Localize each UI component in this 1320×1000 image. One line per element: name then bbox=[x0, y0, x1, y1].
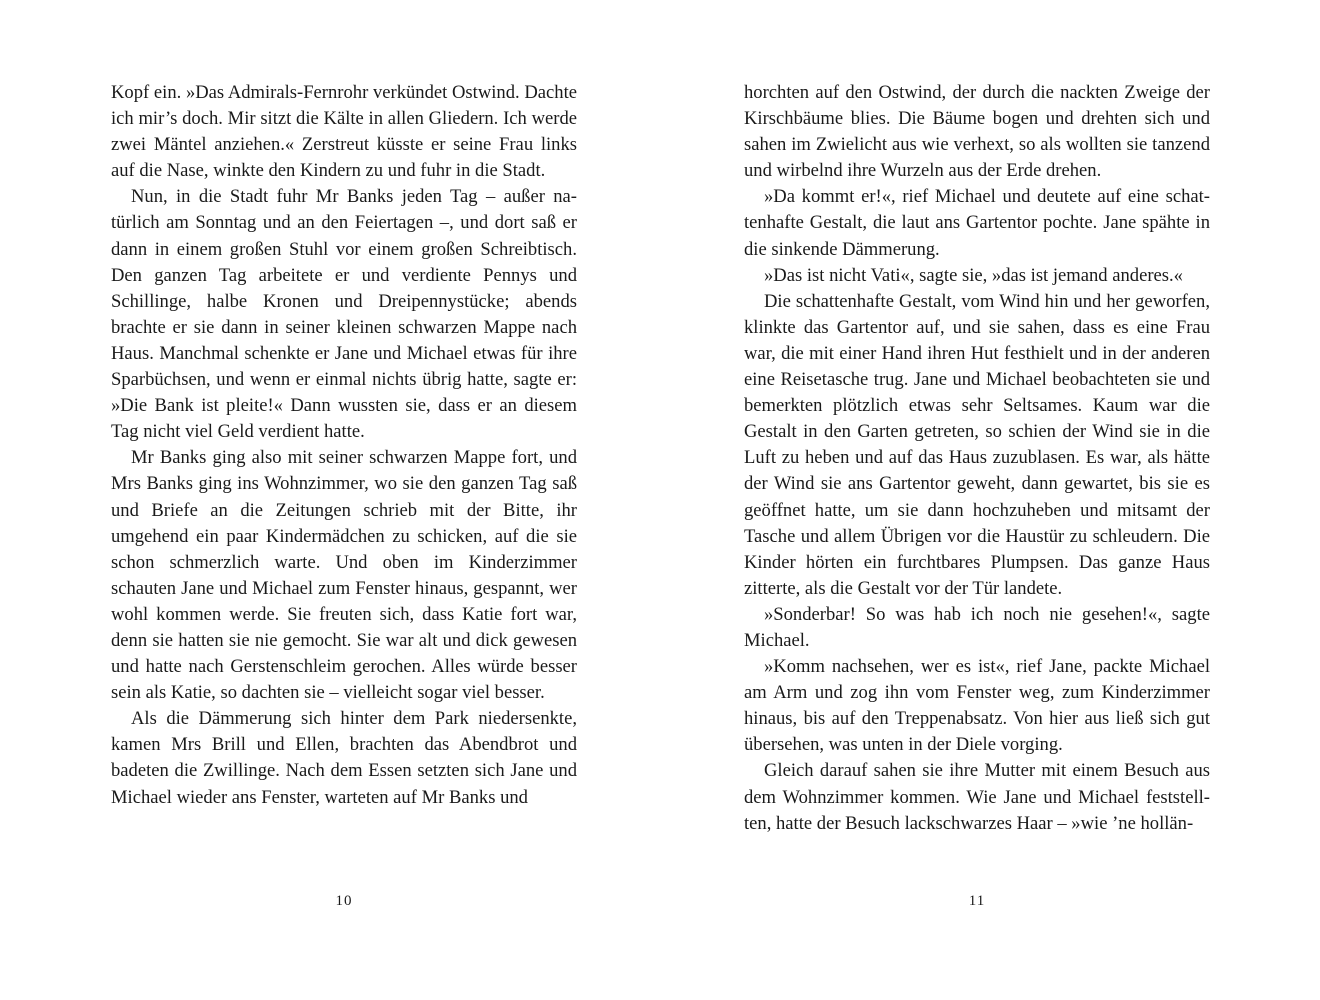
right-page bbox=[744, 80, 1210, 837]
paragraph: »Das ist nicht Vati«, sagte sie, »das ist jemand anderes.« bbox=[764, 264, 1183, 286]
paragraph: »Sonderbar! So was hab ich noch nie gesehen!«, sagte Michael. bbox=[744, 603, 1210, 651]
paragraph: horchten auf den Ostwind, der durch die nackten Zweige der Kirschbäume blies. Die Bäume bogen und drehten sich und sahen im Zwielicht aus wie verhext, so als wollten sie tanzend und wirbelnd ihre Wurzeln aus der Erde drehen. bbox=[744, 82, 1210, 182]
paragraph: Nun, in die Stadt fuhr Mr Banks jeden Tag – außer natürlich am Sonntag und an den Feiertagen –, und dort saß er dann in einem großen Stuhl vor einem großen Schreibtisch. Den ganzen Tag arbeitete er und verdiente Pennys und Schillinge, halbe Kronen und Dreipennystücke; abends brachte er sie dann in seiner kleinen schwarzen Mappe nach Haus. Manchmal schenkte er Jane und Michael etwas für ihre Sparbüchsen, und wenn er einmal nichts übrig hatte, sagte er: »Die Bank ist pleite!« Dann wussten sie, dass er an diesem Tag nicht viel Geld verdient hatte. bbox=[111, 186, 577, 443]
page-number-left: 10 bbox=[335, 893, 353, 909]
paragraph: »Da kommt er!«, rief Michael und deutete auf eine schattenhafte Gestalt, die laut ans Gartentor pochte. Jane spähte in die sinkende Dämmerung. bbox=[744, 186, 1210, 260]
paragraph: Gleich darauf sahen sie ihre Mutter mit einem Besuch aus dem Wohnzimmer kommen. Wie Jane und Michael feststellten, hatte der Besuch lackschwarzes Haar – »wie ’ne hollän- bbox=[744, 760, 1210, 834]
left-page-text bbox=[111, 80, 577, 811]
page-number-right: 11 bbox=[968, 893, 986, 909]
paragraph: Die schattenhafte Gestalt, vom Wind hin und her geworfen, klinkte das Gartentor auf, und sie sahen, dass es eine Frau war, die mit einer Hand ihren Hut festhielt und in der anderen eine Reisetasche trug. Jane und Michael beobachteten sie und bemerkten plötzlich etwas sehr Seltsames. Kaum war die Gestalt in den Garten getreten, so schien der Wind sie in die Luft zu heben und auf das Haus zuzublasen. Es war, als hätte der Wind sie ans Gartentor geweht, dann gewartet, bis sie es geöffnet hatte, um sie dann hochzuheben und mitsamt der Tasche und allem Übrigen vor die Haustür zu schleudern. Die Kinder hörten ein furchtbares Plumpsen. Das ganze Haus zitterte, als die Gestalt vor der Tür landete. bbox=[744, 290, 1210, 599]
right-page-text bbox=[744, 80, 1210, 837]
paragraph: Mr Banks ging also mit seiner schwarzen Mappe fort, und Mrs Banks ging ins Wohnzimmer, wo sie den ganzen Tag saß und Briefe an die Zeitungen schrieb mit der Bitte, ihr umgehend ein paar Kindermädchen zu schicken, auf die sie schon schmerzlich warte. Und oben im Kinderzimmer schauten Jane und Michael zum Fenster hinaus, gespannt, wer wohl kommen werde. Sie freuten sich, dass Katie fort war, denn sie hatten sie nie gemocht. Sie war alt und dick gewesen und hatte nach Gerstenschleim gerochen. Alles würde besser sein als Katie, so dachten sie – vielleicht sogar viel besser. bbox=[111, 447, 577, 704]
paragraph: Als die Dämmerung sich hinter dem Park niedersenkte, kamen Mrs Brill und Ellen, brachten das Abendbrot und badeten die Zwillinge. Nach dem Essen setzten sich Jane und Michael wieder ans Fenster, warteten auf Mr Banks und bbox=[111, 708, 577, 808]
paragraph: Kopf ein. »Das Admirals-Fernrohr verkündet Ostwind. Dachte ich mir’s doch. Mir sitzt die Kälte in allen Gliedern. Ich werde zwei Mäntel anziehen.« Zerstreut küsste er seine Frau links auf die Nase, winkte den Kindern zu und fuhr in die Stadt. bbox=[111, 82, 577, 182]
paragraph: »Komm nachsehen, wer es ist«, rief Jane, packte Michael am Arm und zog ihn vom Fenster weg, zum Kinderzimmer hinaus, bis auf den Treppenabsatz. Von hier aus ließ sich gut übersehen, was unten in der Diele vorging. bbox=[744, 656, 1210, 756]
left-page bbox=[111, 80, 577, 811]
